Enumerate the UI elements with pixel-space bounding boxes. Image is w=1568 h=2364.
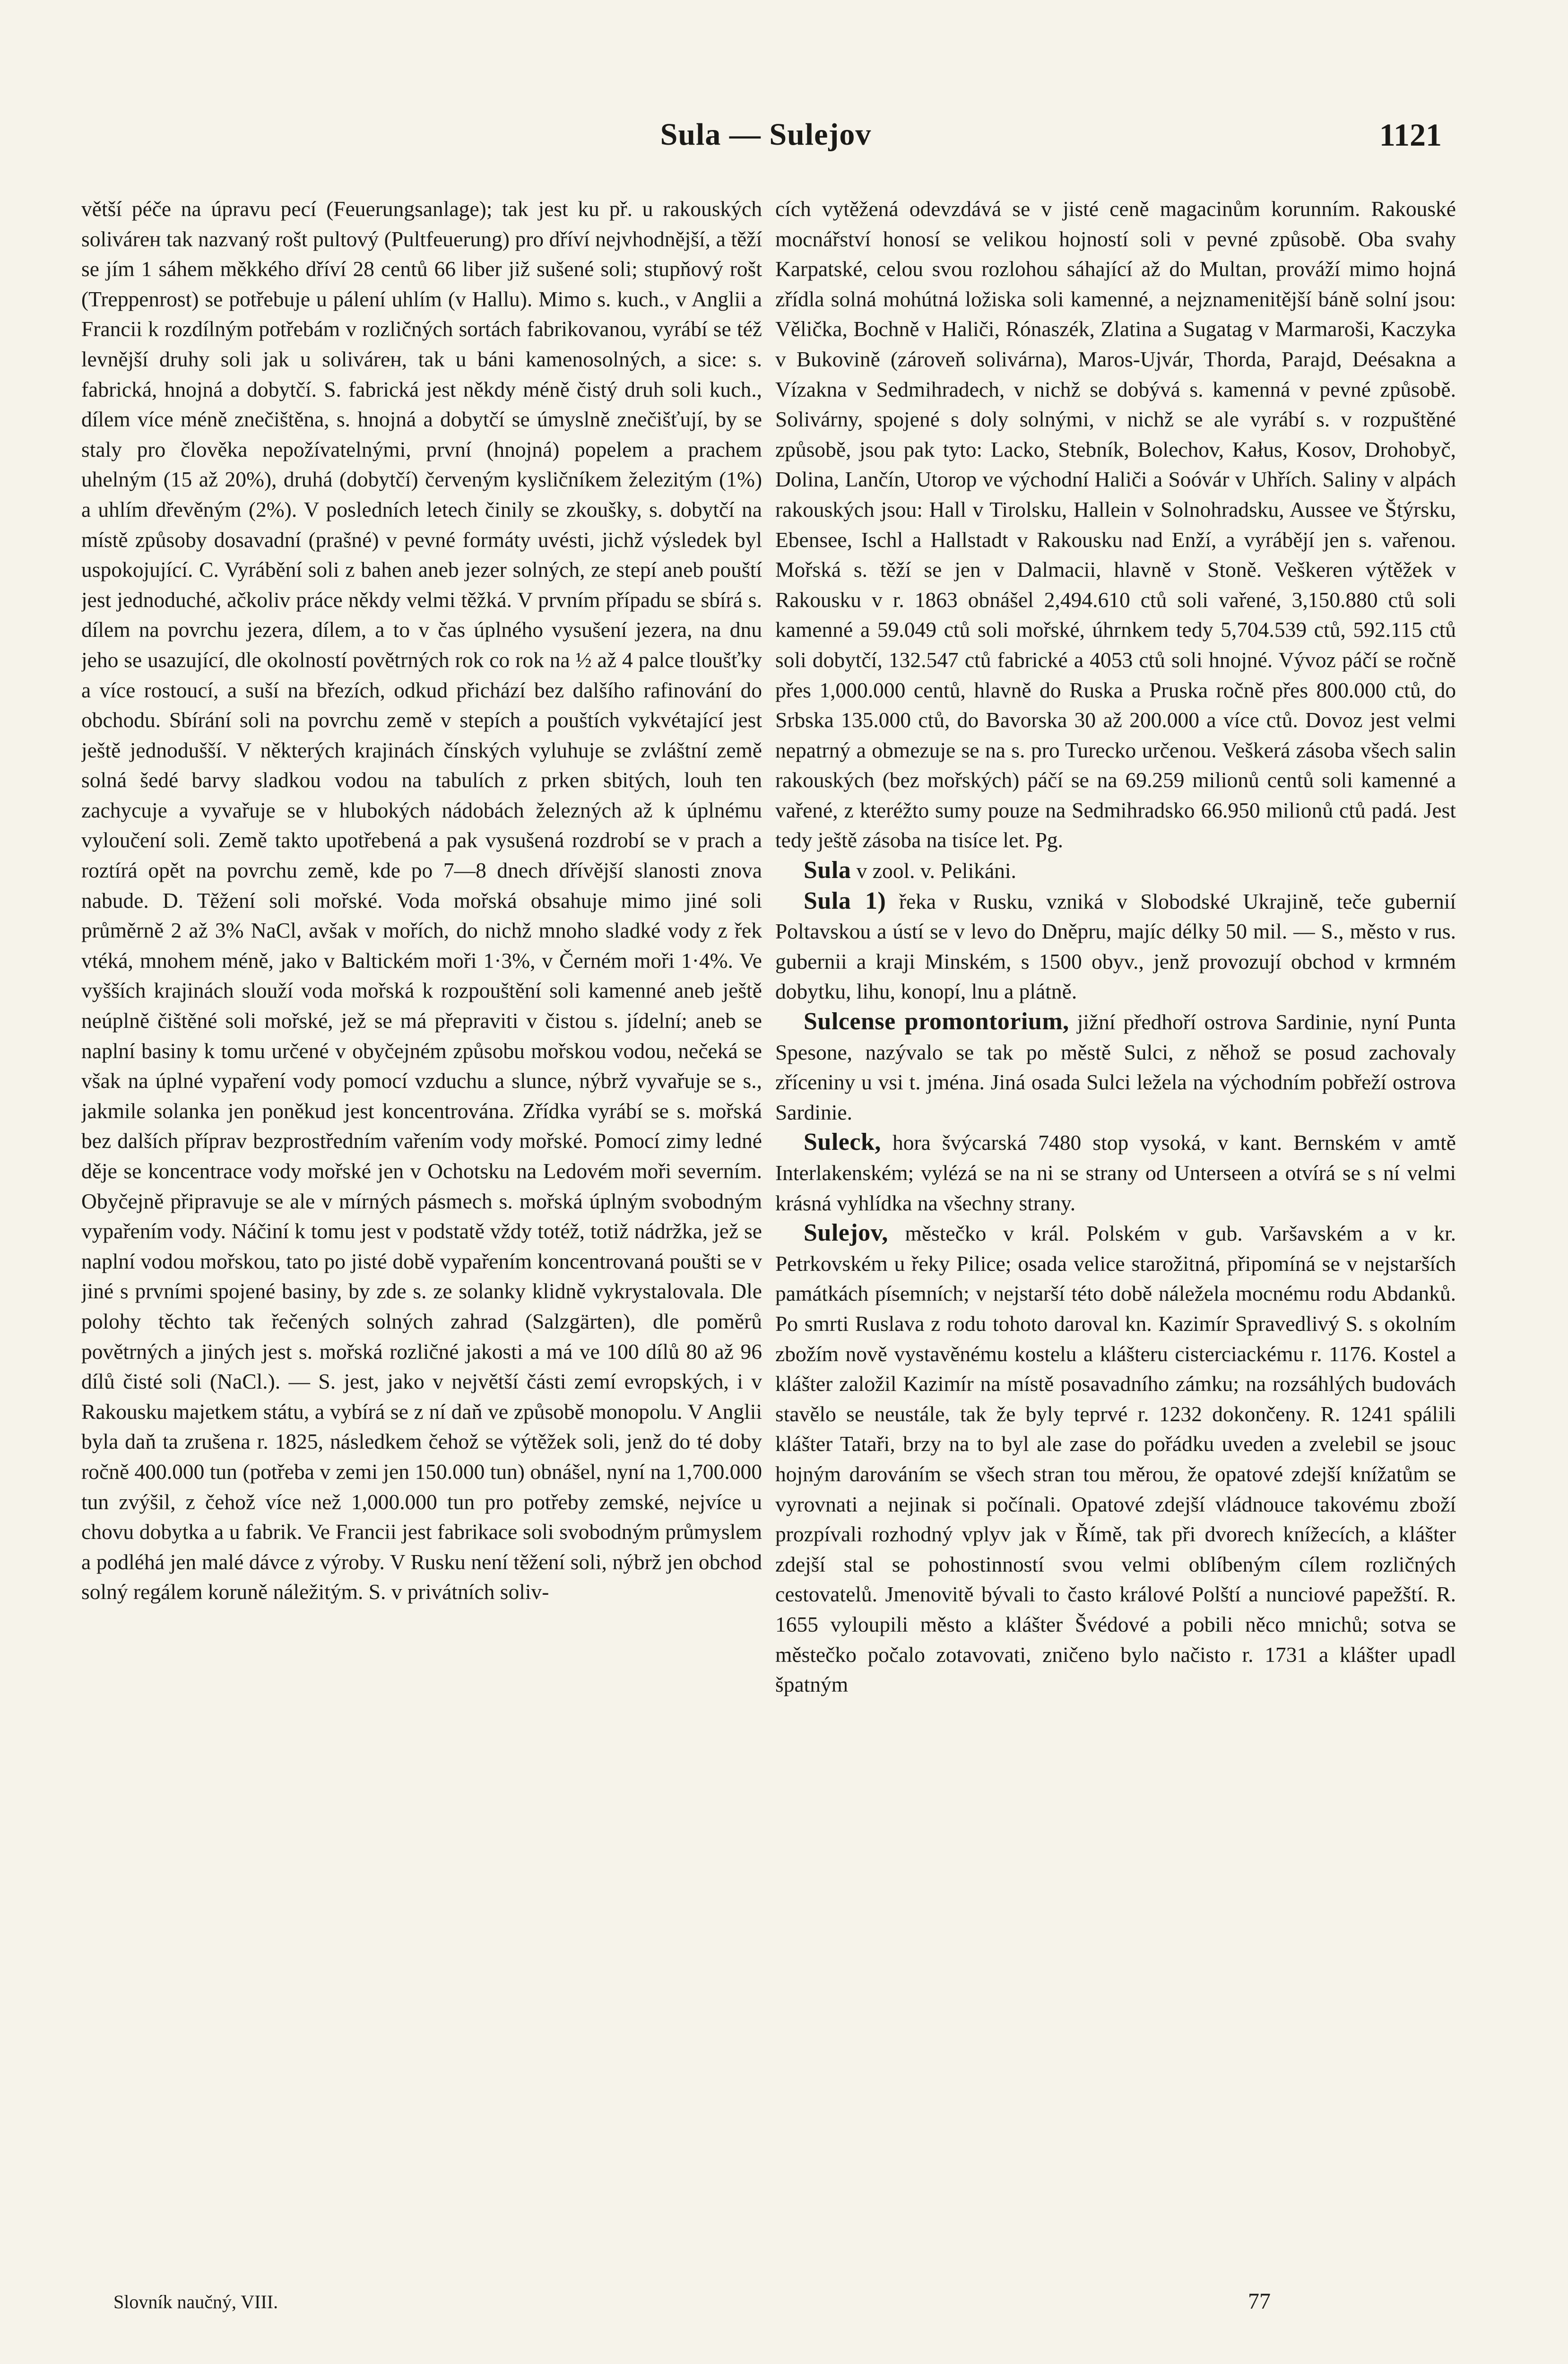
running-header [76, 106, 1456, 163]
entry-headword: Suleck, [804, 1129, 881, 1156]
left-column-text: větší péče na úpravu pecí (Feuerungsanlage); tak jest ku př. u rakouských solivárен tak nazvaný rošt pultový (Pultfeuerung) pro dříví nejvhodnější, a těží se jím 1 sáhem měkkého dříví 28 centů 66 liber již sušené soli; stupňový rošt (Treppenrost) se potřebuje u pálení uhlím (v Hallu). Mimo s. kuch., v Anglii a Francii k rozdílným potřebám v rozličných sortách fabrikovanou, vyrábí se též levnější druhy soli jak u solivárен, tak u báni kamenosolných, a sice: s. fabrická, hnojná a dobytčí. S. fabrická jest někdy méně čistý druh soli kuch., dílem více méně znečištěna, s. hnojná a dobytčí se úmyslně znečišťují, by se staly pro člověka nepožívatelnými, první (hnojná) popelem a prachem uhelným (15 až 20%), druhá (dobytčí) červeným kysličníkem železitým (1%) a uhlím dřevěným (2%). V posledních letech činily se zkoušky, s. dobytčí na místě způsoby dosavadní (prašné) v pevné formáty uvésti, jichž výsledek byl uspokojující. C. Vyrábění soli z bahen aneb jezer solných, ze stepí aneb pouští jest jednoduché, ačkoliv práce někdy velmi těžká. V prvním případu se sbírá s. dílem na povrchu jezera, dílem, a to v čas úplného vysušení jezera, na dnu jeho se usazující, dle okolností povětrných rok co rok na ½ až 4 palce tloušťky a více rostoucí, a suší na březích, odkud přichází bez dalšího rafinování do obchodu. Sbírání soli na povrchu země v stepích a pouštích vykvétající jest ještě jednodušší. V některých krajinách čínských vyluhuje se zvláštní země solná šedé barvy sladkou vodou na tabulích z prken sbitých, louh ten zachycuje a vyvařuje se v hlubokých nádobách železných až k úplnému vyloučení soli. Země takto upotřebená a pak vysušená rozdrobí se v prach a roztírá opět na povrchu země, kde po 7—8 dnech dřívější slanosti znova nabude. D. Těžení soli mořské. Voda mořská obsahuje mimo jiné soli průměrně 2 až 3% NaCl, avšak v mořích, do nichž mnoho sladké vody z řek vtéká, mnohem méně, jako v Baltickém moři 1·3%, v Černém moři 1·4%. Ve vyšších krajinách slouží voda mořská k rozpouštění soli kamenné aneb ještě neúplně čištěné soli mořské, jež se má přepraviti v čistou s. jídelní; aneb se naplní basiny k tomu určené v obyčejném způsobu mořskou vodou, nečeká se však na úplné vypaření vody pomocí vzduchu a slunce, nýbrž vyvařuje se s., jakmile solanka jen poněkud jest koncentrována. Zřídka vyrábí se s. mořská bez dalších příprav bezprostředním vařením vody mořské. Pomocí zimy ledné děje se koncentrace vody mořské jen v Ochotsku na Ledovém moři severním. Obyčejně připravuje se ale v mírných pásmech s. mořská úplným svobodným vypařením vody. Náčiní k tomu jest v podstatě vždy totéž, totiž nádržka, jež se naplní vodou mořskou, tato po jisté době vypařením koncentrovaná poušti se v jiné s prvními spojené basiny, by zde s. ze solanky klidně vykrystalovala. Dle polohy těchto tak řečených solných zahrad (Salzgärten), dle poměrů povětrných a jiných jest s. mořská rozličné jakosti a má ve 100 dílů 80 až 96 dílů čisté soli (NaCl.). — S. jest, jako v největší části zemí evropských, i v Rakousku majetkem státu, a vybírá se z ní daň ve způsobě monopolu. V Anglii byla daň ta zrušena r. 1825, následkem čehož se výtěžek soli, jenž do té doby ročně 400.000 tun (potřeba v zemi jen 150.000 tun) obnášel, nyní na 1,700.000 tun zvýšil, z čehož více než 1,000.000 tun pro potřeby zemské, nejvíce u chovu dobytka a u fabrik. Ve Francii jest fabrikace soli svobodným průmyslem a podléhá jen malé dávce z výroby. V Rusku není těžení soli, nýbrž jen obchod solný regálem koruně náležitým. S. v privátních soliv- [81, 197, 762, 1604]
dictionary-entry [775, 1007, 1456, 1127]
dictionary-entry [775, 855, 1456, 886]
page-number: 1121 [1379, 116, 1442, 153]
header-title: Sula — Sulejov [660, 117, 872, 152]
dictionary-entry [775, 886, 1456, 1007]
entry-text: jižní předhoří ostrova Sardinie, nyní Punta Spesone, nazývalo se tak po městě Sulci, z něhož se posud zachovaly zříceniny u vsi t. jména. Jiná osada Sulci ležela na východním pobřeží ostrova Sardinie. [775, 1010, 1456, 1124]
entry-headword: Sulejov, [804, 1219, 888, 1247]
entry-text: řeka v Rusku, vzniká v Slobodské Ukrajině, teče gubernií Poltavskou a ústí se v levo do Dněpru, majíc délky 50 mil. — S., město v rus. gubernii a kraji Minském, s 1500 obyv., jenž provozují obchod v krmném dobytku, lihu, konopí, lnu a plátně. [775, 889, 1456, 1004]
entry-text: městečko v král. Polském v gub. Varšavském a v kr. Petrkovském u řeky Pilice; osada velice starožitná, připomíná se v nejstarších památkách písemních; v nejstarší této době náležela mocnému rodu Abdanků. Po smrti Ruslava z rodu tohoto daroval kn. Kazimír Spravedlivý S. s okolním zbožím nově vystavěnému kostelu a klášteru cisterciackému r. 1176. Kostel a klášter založil Kazimír na místě posavadního zámku; na rozsáhlých budovách stavělo se neustále, tak že byly teprvé r. 1232 dokončeny. R. 1241 spálili klášter Tataři, brzy na to byl ale zase do pořádku uveden a zvelebil se jsouc hojným darováním se všech stran tou měrou, že opatové zdejší knížatům se vyrovnati a nejinak si počínali. Opatové zdejší vládnouce takovému zboží prozpívali rozhodný vplyv jak v Římě, tak při dvorech knížecích, a klášter zdejší stal se pohostinností svou velmi oblíbeným cílem rozličných cestovatelů. Jmenovitě bývali to často králové Polští a nunciové papežští. R. 1655 vyloupili město a klášter Švédové a pobili něco mnichů; sotva se městečko počalo zotavovati, zničeno bylo načisto r. 1731 a klášter upadl špatným [775, 1221, 1456, 1697]
left-column [81, 194, 762, 2251]
entry-text: hora švýcarská 7480 stop vysoká, v kant. Bernském v amtě Interlakenském; vylézá se na ni se strany od Unterseen a otvírá se s ní velmi krásná vyhlídka na všechny strany. [775, 1130, 1456, 1215]
footer-signature: Slovník naučný, VIII. [113, 2291, 278, 2312]
right-column [775, 194, 1456, 2251]
entry-headword: Sulcense promontorium, [804, 1008, 1069, 1035]
dictionary-entry [775, 1127, 1456, 1218]
entry-headword: Sula [804, 857, 851, 884]
footer-sheet-number: 77 [1248, 2289, 1271, 2314]
entry-text: v zool. v. Pelikáni. [851, 859, 1016, 883]
dictionary-entry [775, 1218, 1456, 1700]
right-column-text: cích vytěžená odevzdává se v jisté ceně magacinům korunním. Rakouské mocnářství honosí se velikou hojností soli v pevné způsobě. Oba svahy Karpatské, celou svou rozlohou sáhající až do Multan, prováží mimo hojná zřídla solná mohútná ložiska soli kamenné, a nejznamenitější báně solní jsou: Vělička, Bochně v Haliči, Rónaszék, Zlatina a Sugatag v Marmaroši, Kaczyka v Bukovině (zároveň solivárna), Maros-Ujvár, Thorda, Parajd, Deésakna a Vízakna v Sedmihradech, v nichž se dobývá s. kamenná v pevné způsobě. Solivárny, spojené s doly solnými, v nichž se ale vyrábí s. v rozpuštěné způsobě, jsou pak tyto: Lacko, Stebník, Bolechov, Kałus, Kosov, Drohobyč, Dolina, Lančín, Utorop ve východní Haliči a Soóvár v Uhřích. Saliny v alpách rakouských jsou: Hall v Tirolsku, Hallein v Solnohradsku, Aussee ve Štýrsku, Ebensee, Ischl a Hallstadt v Rakousku nad Enží, a vyrábějí jen s. vařenou. Mořská s. těží se jen v Dalmacii, hlavně v Stoně. Veškeren výtěžek v Rakousku v r. 1863 obnášel 2,494.610 ctů soli vařené, 3,150.880 ctů soli kamenné a 59.049 ctů soli mořské, úhrnkem tedy 5,704.539 ctů, 592.115 ctů soli dobytčí, 132.547 ctů fabrické a 4053 ctů soli hnojné. Vývoz páčí se ročně přes 1,000.000 centů, hlavně do Ruska a Pruska ročně přes 800.000 ctů, do Srbska 135.000 ctů, do Bavorska 30 až 200.000 a více ctů. Dovoz jest velmi nepatrný a obmezuje se na s. pro Turecko určenou. Veškerá zásoba všech salin rakouských (bez mořských) páčí se na 69.259 milionů centů soli kamenné a vařené, z kteréžto sumy pouze na Sedmihradsko 66.950 milionů ctů padá. Jest tedy ještě zásoba na tisíce let. Pg. [775, 197, 1456, 852]
entry-headword: Sula 1) [804, 887, 886, 914]
